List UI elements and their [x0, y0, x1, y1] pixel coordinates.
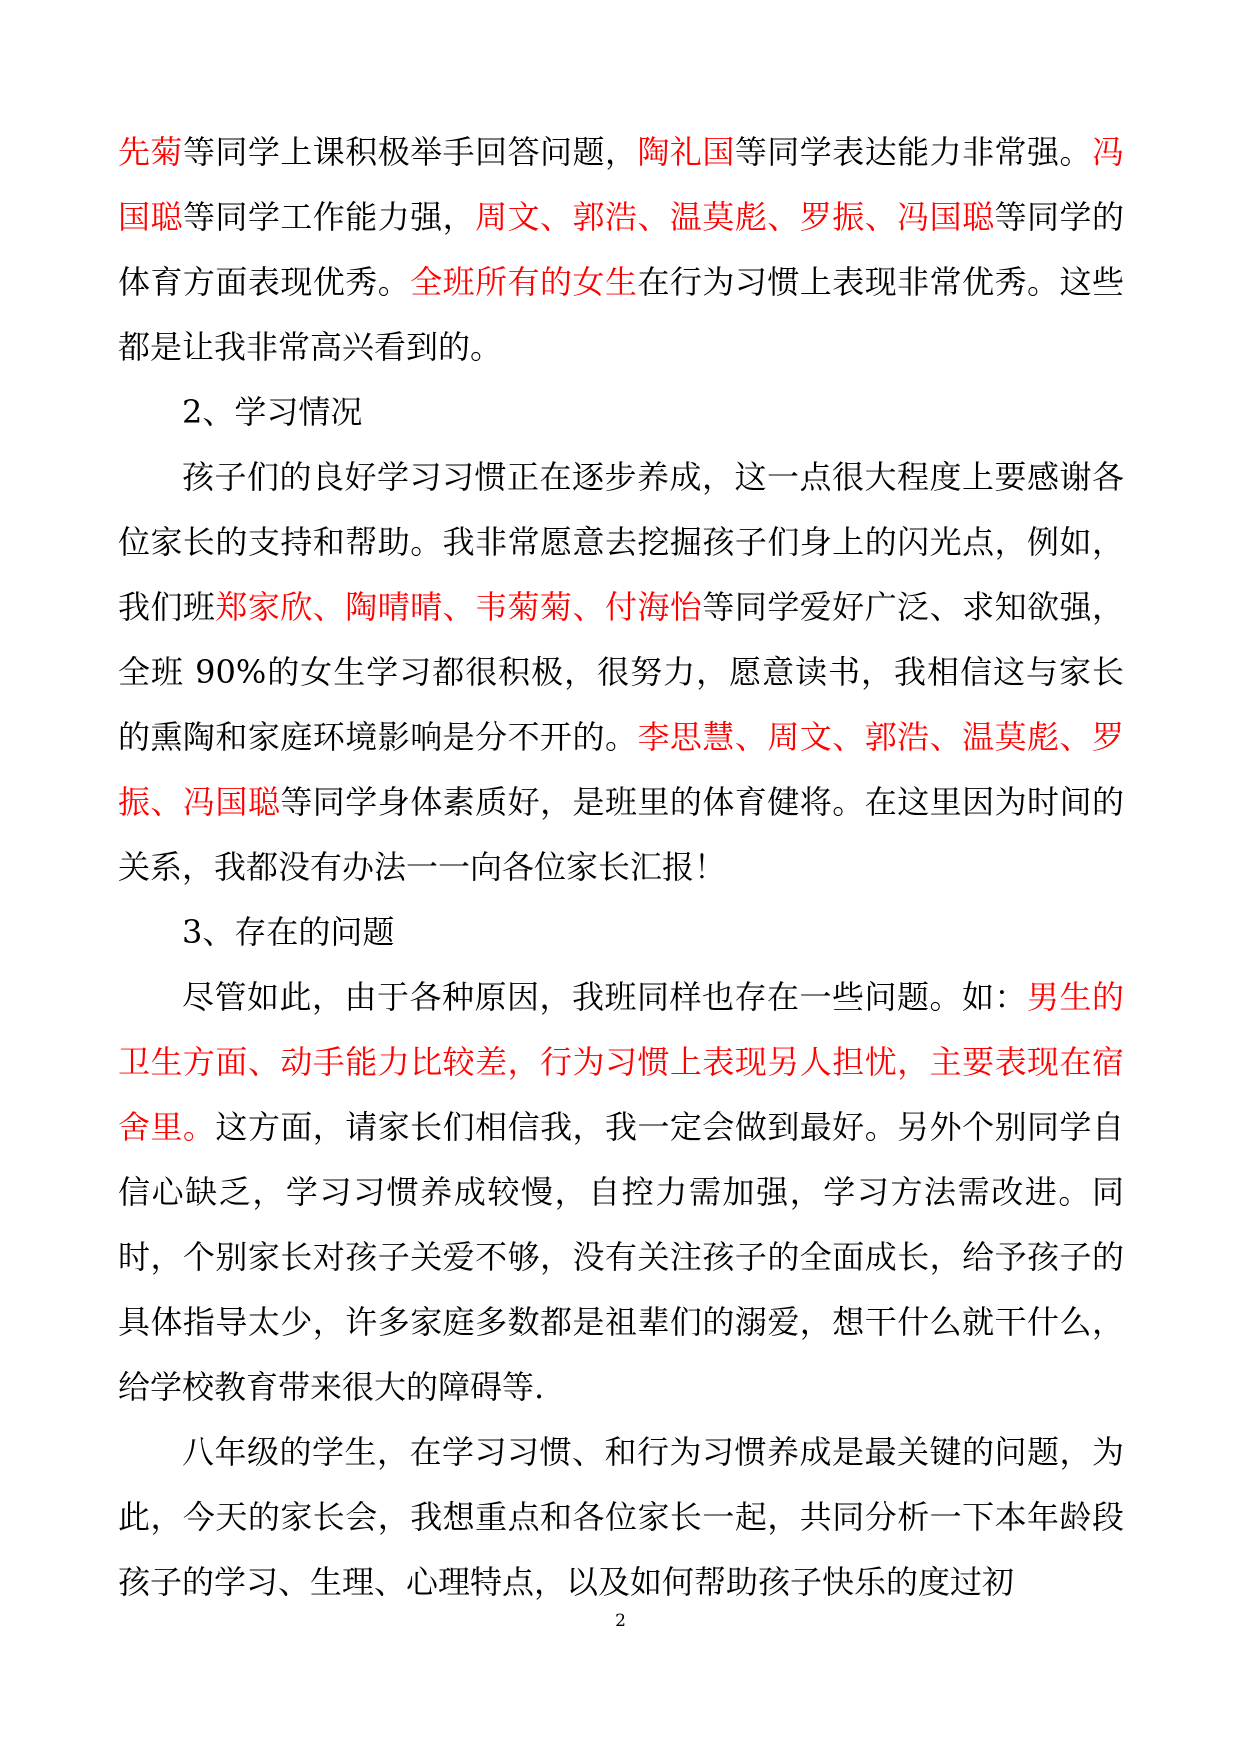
paragraph — [118, 445, 1124, 900]
text-run: 等同学的体育方面表现优秀。 — [118, 198, 1124, 301]
text-run: 等同学身体素质好，是班里的体育健将。在这里因为时间的关系，我都没有办法一一向各位家长汇报！ — [118, 783, 1124, 886]
highlighted-text: 郑家欣、陶晴晴、韦菊菊、付海怡 — [215, 588, 703, 626]
highlighted-text: 李思慧、周文、郭浩、温莫彪、罗振、冯国聪 — [118, 718, 1124, 821]
highlighted-text: 周文、郭浩、温莫彪、罗振、冯国聪 — [475, 198, 995, 236]
page-number: 2 — [615, 1611, 626, 1631]
highlighted-text: 男生的卫生方面、动手能力比较差，行为习惯上表现另人担忧，主要表现在宿舍里。 — [118, 978, 1124, 1146]
text-run: 尽管如此，由于各种原因，我班同样也存在一些问题。如： — [182, 978, 1027, 1016]
document-body — [118, 120, 1124, 1615]
text-run: 等同学上课积极举手回答问题， — [182, 133, 638, 171]
text-run: 孩子们的良好学习习惯正在逐步养成，这一点很大程度上要感谢各位家长的支持和帮助。我非常愿意去挖掘孩子们身上的闪光点，例如，我们班 — [118, 458, 1124, 626]
paragraph — [118, 120, 1124, 380]
section-heading — [118, 380, 1124, 445]
highlighted-text: 先菊 — [118, 133, 183, 171]
text-run: 2、学习情况 — [182, 393, 363, 431]
text-run: 等同学工作能力强， — [182, 198, 476, 236]
paragraph — [118, 1420, 1124, 1615]
text-run: 在行为习惯上表现非常优秀。这些都是让我非常高兴看到的。 — [118, 263, 1124, 366]
text-run: 等同学表达能力非常强。 — [734, 133, 1092, 171]
text-run: 3、存在的问题 — [182, 913, 395, 951]
paragraph — [118, 965, 1124, 1420]
highlighted-text: 陶礼国 — [637, 133, 735, 171]
text-run: 等同学爱好广泛、求知欲强，全班 90%的女生学习都很积极，很努力，愿意读书，我相信这与家长的熏陶和家庭环境影响是分不开的。 — [118, 588, 1124, 756]
section-heading — [118, 900, 1124, 965]
highlighted-text: 冯国聪 — [118, 133, 1124, 236]
text-run: 八年级的学生，在学习习惯、和行为习惯养成是最关键的问题，为此，今天的家长会，我想重点和各位家长一起，共同分析一下本年龄段孩子的学习、生理、心理特点，以及如何帮助孩子快乐的度过初 — [118, 1433, 1124, 1601]
text-run: 这方面，请家长们相信我，我一定会做到最好。另外个别同学自信心缺乏，学习习惯养成较慢，自控力需加强，学习方法需改进。同时，个别家长对孩子关爱不够，没有关注孩子的全面成长，给予孩子的具体指导太少，许多家庭多数都是祖辈们的溺爱，想干什么就干什么，给学校教育带来很大的障碍等. — [118, 1108, 1124, 1406]
highlighted-text: 全班所有的女生 — [410, 263, 638, 301]
